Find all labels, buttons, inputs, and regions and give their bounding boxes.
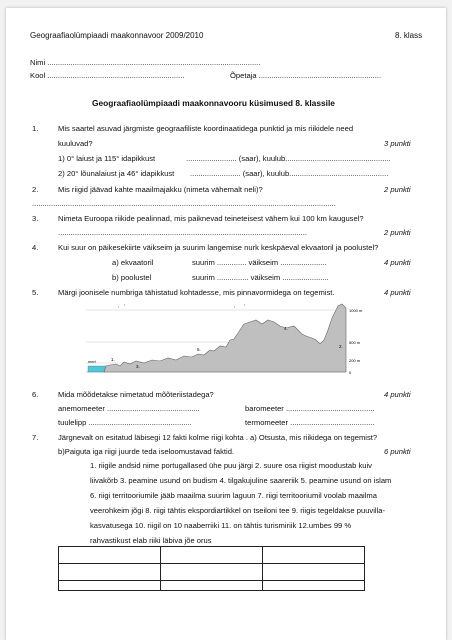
q7-facts-line-5: kasvatusega 10. riigil on 10 naaberriiki 11. on tähtis turismiriik 12.umbes 99 %: [90, 521, 352, 530]
table-cell[interactable]: [161, 564, 263, 581]
q4-text: Kui suur on päikesekiirte väikseim ja suurim langemise nurk keskpäeval ekvaatoril ja poolustel?: [58, 243, 379, 252]
table-cell[interactable]: [161, 547, 263, 564]
q6-thermometer[interactable]: termomeeter ........................................: [245, 418, 375, 427]
q3-answer-line[interactable]: ......................................................................................................................: [58, 228, 307, 237]
q3-points: 2 punkti: [384, 228, 411, 237]
school-field[interactable]: Kool .................................................................: [30, 71, 185, 80]
table-cell[interactable]: [161, 581, 263, 591]
header-title: Geograafiaolümpiaadi maakonnavoor 2009/2010: [30, 31, 204, 40]
q7-answer-table: [58, 546, 365, 591]
table-cell[interactable]: [59, 547, 161, 564]
header-grade: 8. klass: [395, 31, 423, 40]
q5-number: 5.: [32, 288, 39, 297]
terrain-shape: [104, 304, 346, 372]
q1-row2-label: 2) 20° lõunalaiust ja 46° idapikkust: [58, 169, 175, 178]
profile-label-3: 3.: [136, 364, 140, 369]
scale-label-0: 0: [349, 370, 352, 375]
table-row: [59, 564, 365, 581]
q1-text: Mis saartel asuvad järgmiste geograafiliste koordinaatidega punktid ja mis riikidele need: [58, 124, 354, 133]
q6-anemometer[interactable]: anemomeeter ............................................: [58, 404, 200, 413]
table-row: [59, 581, 365, 591]
q7-facts-line-1: 1. riigile andsid nime portugallased ühe puu järgi 2. suure osa riigist moodustab kuiv: [90, 461, 372, 470]
table-cell[interactable]: [263, 564, 365, 581]
q5-text: Märgi joonisele numbriga tähistatud kohtadesse, mis pinnavormidega on tegemist.: [58, 288, 335, 297]
q2-points: 2 punkti: [384, 185, 411, 194]
sea-shape: [88, 366, 106, 372]
q4-a-answer[interactable]: suurim .............. väikseim ......................: [192, 258, 327, 267]
teacher-field[interactable]: Õpetaja ..........................................................: [230, 71, 382, 80]
q7-text-b: b)Paiguta iga riigi juurde teda iseloomustavad faktid.: [58, 447, 235, 456]
q7-number: 7.: [32, 433, 39, 442]
profile-label-4: 4.: [284, 326, 288, 331]
page-title: Geograafiaolümpiaadi maakonnavooru küsimused 8. klassile: [92, 98, 335, 108]
q1-points: 3 punkti: [384, 139, 411, 148]
name-field[interactable]: Nimi .....................................................................................................: [30, 58, 261, 67]
table-row: [59, 547, 365, 564]
tick-marks: [118, 304, 245, 308]
q6-barometer[interactable]: baromeeter ..........................................: [245, 404, 375, 413]
q1-row1-answer[interactable]: ........................ (saar), kuulub..................................................: [186, 154, 391, 163]
profile-label-5: 5.: [197, 347, 201, 352]
q4-a-label: a) ekvaatoril: [112, 258, 154, 267]
profile-label-2: 2.: [339, 344, 343, 349]
scale-label-1000: 1000 m: [349, 308, 363, 313]
q1-number: 1.: [32, 124, 39, 133]
q4-b-label: b) poolustel: [112, 273, 152, 282]
q3-text: Nimeta Euroopa riikide pealinnad, mis paiknevad teineteisest vähem kui 100 km kaugusel?: [58, 214, 364, 223]
q6-text: Mida mõõdetakse nimetatud mõõteriistadega?: [58, 390, 214, 399]
q3-number: 3.: [32, 214, 39, 223]
q4-points: 4 punkti: [384, 258, 411, 267]
q4-b-answer[interactable]: suurim ............... väikseim ......................: [192, 273, 329, 282]
profile-label-1: 1.: [111, 357, 115, 362]
sea-label: meri: [88, 359, 96, 364]
q1-row2-answer[interactable]: ........................ (saar), kuulub...............................................: [190, 169, 389, 178]
q2-answer-line[interactable]: ................................................................................................................................................: [32, 199, 336, 208]
q6-points: 4 punkti: [384, 390, 411, 399]
table-cell[interactable]: [263, 581, 365, 591]
q2-number: 2.: [32, 185, 39, 194]
q7-facts-line-2: liivakõrb 3. peamine usund on budism 4. tilgakujuline saareriik 5. peamine usund on islam: [90, 476, 392, 485]
q6-number: 6.: [32, 390, 39, 399]
q7-points: 6 punkti: [384, 447, 411, 456]
terrain-profile-figure: [84, 300, 384, 378]
q4-number: 4.: [32, 243, 39, 252]
q1-text-2: kuuluvad?: [58, 139, 93, 148]
table-cell[interactable]: [59, 581, 161, 591]
q7-facts-line-4: veerohkeim jõgi 8. riigi tähtis ekspordiartikkel on tseiloni tee 9. riigis tegeldakse puuvilla-: [90, 506, 386, 515]
q1-row1-label: 1) 0° laiust ja 115° idapikkust: [58, 154, 156, 163]
scale-label-500: 500 m: [349, 340, 361, 345]
q7-text: Järgnevalt on esitatud läbisegi 12 fakti kolme riigi kohta . a) Otsusta, mis riikidega on tegemist?: [58, 433, 378, 442]
q7-facts-line-6: rahvastikust elab riiki läbiva jõe orus: [90, 536, 212, 545]
q7-facts-line-3: 6. riigi territooriumile jääb maailma suurim laguun 7. riigi territooriumil voolab maailma: [90, 491, 377, 500]
q2-text: Mis riigid jäävad kahte maailmajakku (nimeta vähemalt neli)?: [58, 185, 263, 194]
table-cell[interactable]: [59, 564, 161, 581]
q5-points: 4 punkti: [384, 288, 411, 297]
table-cell[interactable]: [263, 547, 365, 564]
q6-wind-vane[interactable]: tuulelipp .................................................: [58, 418, 192, 427]
scale-label-200: 200 m: [349, 358, 361, 363]
